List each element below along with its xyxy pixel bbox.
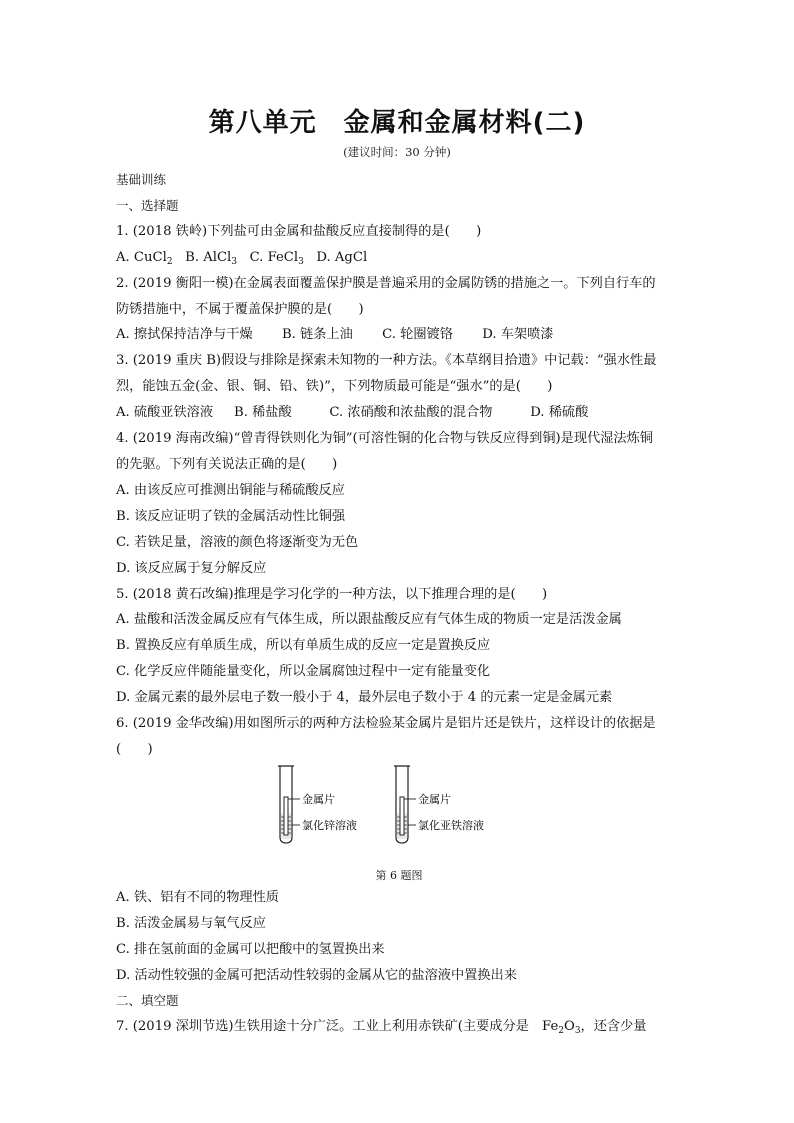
question-6-figure (116, 763, 682, 885)
q5-option-d: D. 金属元素的最外层电子数一般小于 4，最外层电子数小于 4 的元素一定是金属元素 (116, 690, 613, 706)
test-tube-1 (278, 766, 300, 843)
question-2-options (116, 322, 682, 348)
q3-option-b: B. 稀盐酸 (234, 405, 292, 421)
q2-option-c: C. 轮圈镀铬 (382, 327, 453, 343)
section-basic-training: 基础训练 (116, 172, 167, 187)
question-3-options (116, 400, 682, 426)
question-6-stem-line-1: 6. (2019 金华改编)用如图所示的两种方法检验某金属片是铝片还是铁片，这样设计的依据是 (116, 716, 656, 732)
question-7-stem: 7. (2019 深圳节选)生铁用途十分广泛。工业上利用赤铁矿(主要成分是 $Fe_2O_3$，还含少量 (116, 1019, 647, 1037)
figure-caption: 第 6 题图 (375, 868, 423, 882)
question-2-stem-line-1: 2. (2019 衡阳一模)在金属表面覆盖保护膜是普遍采用的金属防锈的措施之一。下列自行车的 (116, 275, 656, 291)
q6-option-c: C. 排在氢前面的金属可以把酸中的氢置换出来 (116, 941, 385, 957)
question-1-stem: 1. (2018 铁岭)下列盐可由金属和盐酸反应直接制得的是( ) (116, 223, 482, 239)
q3-option-c: C. 浓硝酸和浓盐酸的混合物 (329, 405, 493, 421)
q5-option-a: A. 盐酸和活泼金属反应有气体生成，所以跟盐酸反应有气体生成的物质一定是活泼金属 (116, 612, 622, 628)
q1-option-d: D. AgCl (316, 249, 368, 265)
worksheet-body (116, 167, 682, 1040)
question-5-stem: 5. (2018 黄石改编)推理是学习化学的一种方法，以下推理合理的是( ) (116, 586, 548, 602)
q6-option-d: D. 活动性较强的金属可把活动性较弱的金属从它的盐溶液中置换出来 (116, 967, 517, 983)
test-tubes-diagram (276, 765, 536, 863)
q5-option-b: B. 置换反应有单质生成，所以有单质生成的反应一定是置换反应 (116, 638, 491, 654)
question-1-options (116, 245, 682, 271)
question-2-stem-line-2: 防锈措施中，不属于覆盖保护膜的是( ) (116, 301, 364, 317)
q6-option-b: B. 活泼金属易与氧气反应 (116, 915, 266, 931)
question-4-stem-line-2: 的先驱。下列有关说法正确的是( ) (116, 456, 338, 472)
q6-option-a: A. 铁、铝有不同的物理性质 (116, 889, 279, 905)
question-6-stem-line-2: ( ) (116, 741, 153, 757)
tube-1-label-metal: 金属片 (302, 792, 335, 806)
q1-option-c: C. FeCl$_3$ (249, 249, 304, 267)
q4-option-a: A. 由该反应可推测出铜能与稀硫酸反应 (116, 482, 345, 498)
tube-2-label-solution: 氯化亚铁溶液 (418, 818, 484, 832)
q4-option-b: B. 该反应证明了铁的金属活动性比铜强 (116, 508, 346, 524)
q3-option-d: D. 稀硫酸 (530, 405, 589, 421)
tube-2-label-metal: 金属片 (418, 792, 451, 806)
question-3-stem-line-2: 烈，能蚀五金(金、银、铜、铅、铁)”，下列物质最可能是“强水”的是( ) (116, 379, 553, 395)
q3-option-a: A. 硫酸亚铁溶液 (116, 405, 214, 421)
q2-option-b: B. 链条上油 (281, 327, 353, 343)
test-tube-2 (394, 766, 416, 843)
suggested-time: (建议时间：30 分钟) (343, 145, 451, 159)
section-multiple-choice: 一、选择题 (116, 197, 179, 213)
q4-option-d: D. 该反应属于复分解反应 (116, 560, 267, 576)
section-fill-in-blank: 二、填空题 (116, 993, 179, 1009)
q5-option-c: C. 化学反应伴随能量变化，所以金属腐蚀过程中一定有能量变化 (116, 664, 491, 680)
page-title: 第八单元 金属和金属材料(二) (208, 108, 586, 138)
q1-option-b: B. AlCl$_3$ (185, 249, 237, 267)
question-3-stem-line-1: 3. (2019 重庆 B)假设与排除是探索未知物的一种方法。《本草纲目拾遗》中记载：“强水性最 (116, 353, 657, 369)
question-4-stem-line-1: 4. (2019 海南改编)“曾青得铁则化为铜”(可溶性铜的化合物与铁反应得到铜)是现代湿法炼铜 (116, 431, 653, 447)
tube-1-label-solution: 氯化锌溶液 (302, 818, 357, 832)
q2-option-d: D. 车架喷漆 (482, 327, 554, 343)
q4-option-c: C. 若铁足量，溶液的颜色将逐渐变为无色 (116, 534, 359, 550)
q2-option-a: A. 擦拭保持洁净与干燥 (116, 327, 253, 343)
q1-option-a: A. CuCl$_2$ (116, 249, 173, 267)
